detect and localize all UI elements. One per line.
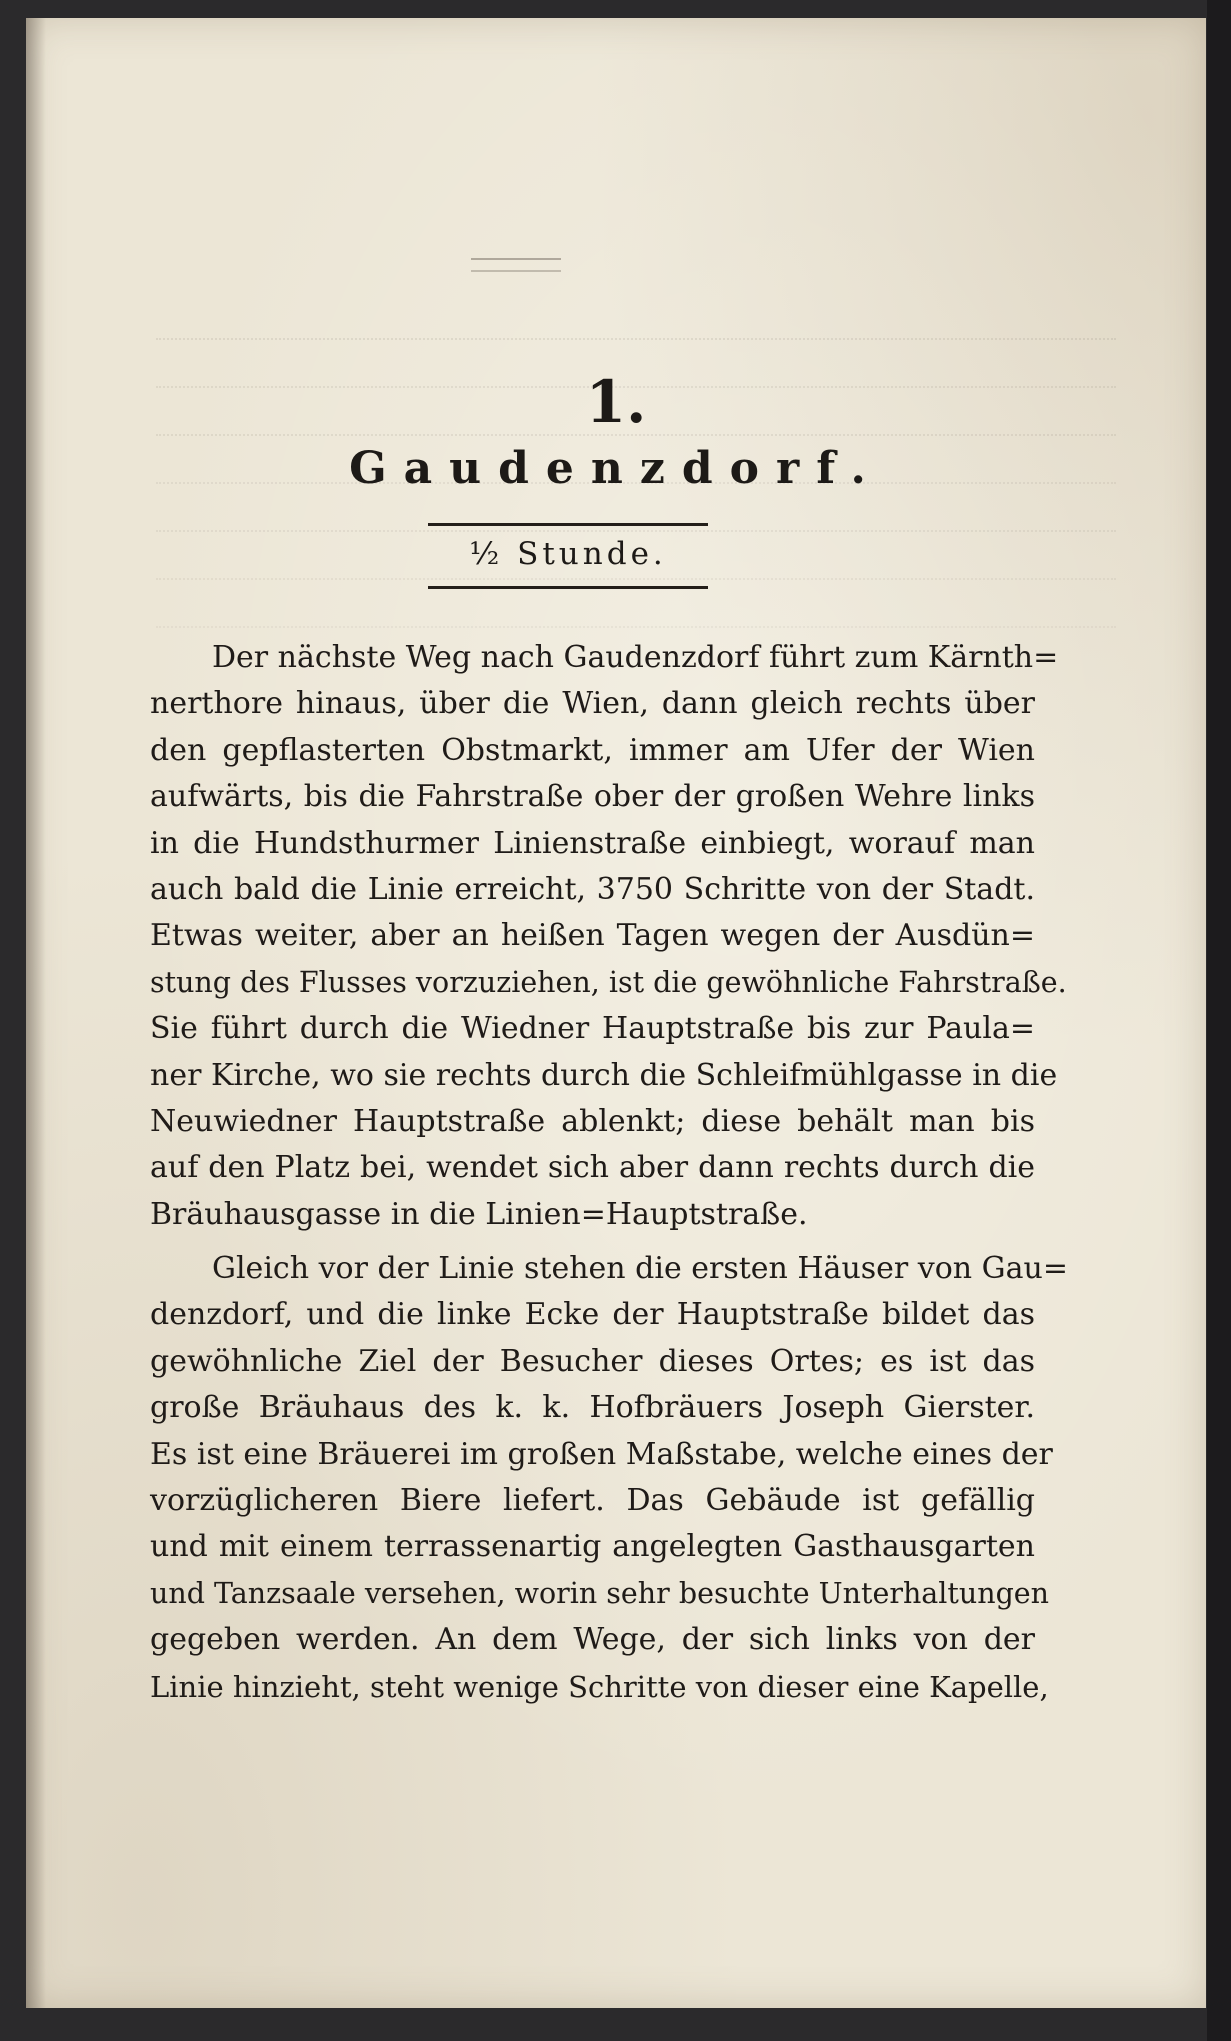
text-line: Es ist eine Bräuerei im großen Maßstabe, welche eines der [150,1436,1053,1472]
body-text [150,635,1068,1710]
text-line: vorzüglicheren Biere liefert. Das Gebäude ist gefällig [150,1483,1035,1519]
paragraph-1 [150,635,1067,1238]
text-line: den gepflasterten Obstmarkt, immer am Ufer der Wien [150,732,1035,768]
text-line: gewöhnliche Ziel der Besucher dieses Ortes; es ist das [150,1343,1035,1379]
text-line: Gleich vor der Linie stehen die ersten Häuser von Gau= [212,1251,1068,1287]
text-line: große Bräuhaus des k. k. Hofbräuers Joseph Gierster. [150,1390,1035,1426]
text-line: Neuwiedner Hauptstraße ablenkt; diese behält man bis [150,1103,1035,1139]
gutter-shadow [26,18,46,2008]
header-ornament [471,258,561,272]
text-line: und Tanzsaale versehen, worin sehr besuchte Unterhaltungen [150,1576,1050,1610]
distance-label: ½ Stunde. [469,536,667,572]
text-line: auf den Platz bei, wendet sich aber dann rechts durch die [150,1150,1035,1186]
text-line: ner Kirche, wo sie rechts durch die Schleifmühlgasse in die [150,1057,1058,1093]
rule-above-distance [428,523,708,526]
chapter-number: 1. [585,368,647,436]
text-line: und mit einem terrassenartig angelegten Gasthausgarten [150,1529,1035,1565]
book-page [26,18,1206,2008]
text-line: aufwärts, bis die Fahrstraße ober der großen Wehre links [150,779,1035,815]
text-line: Bräuhausgasse in die Linien=Hauptstraße. [150,1196,808,1232]
text-line: Der nächste Weg nach Gaudenzdorf führt zum Kärnth= [212,640,1059,675]
text-line: Etwas weiter, aber an heißen Tagen wegen der Ausdün= [150,918,1035,954]
text-line: Sie führt durch die Wiedner Hauptstraße bis zur Paula= [150,1011,1035,1047]
book-edge [1207,0,1231,2041]
text-line: in die Hundsthurmer Linienstraße einbiegt, worauf man [150,825,1035,861]
chapter-title: Gaudenzdorf. [349,443,883,494]
rule-below-distance [428,586,708,589]
text-line: auch bald die Linie erreicht, 3750 Schritte von der Stadt. [150,871,1035,907]
text-line: Linie hinzieht, steht wenige Schritte von dieser eine Kapelle, [150,1669,1049,1704]
text-line: nerthore hinaus, über die Wien, dann gleich rechts über [150,686,1035,722]
paragraph-2 [150,1246,1068,1710]
paragraph-gap [150,1238,1035,1246]
text-line: gegeben werden. An dem Wege, der sich links von der [150,1622,1035,1658]
text-line: denzdorf, und die linke Ecke der Hauptstraße bildet das [150,1297,1035,1333]
text-line: stung des Flusses vorzuziehen, ist die gewöhnliche Fahrstraße. [150,965,1067,999]
